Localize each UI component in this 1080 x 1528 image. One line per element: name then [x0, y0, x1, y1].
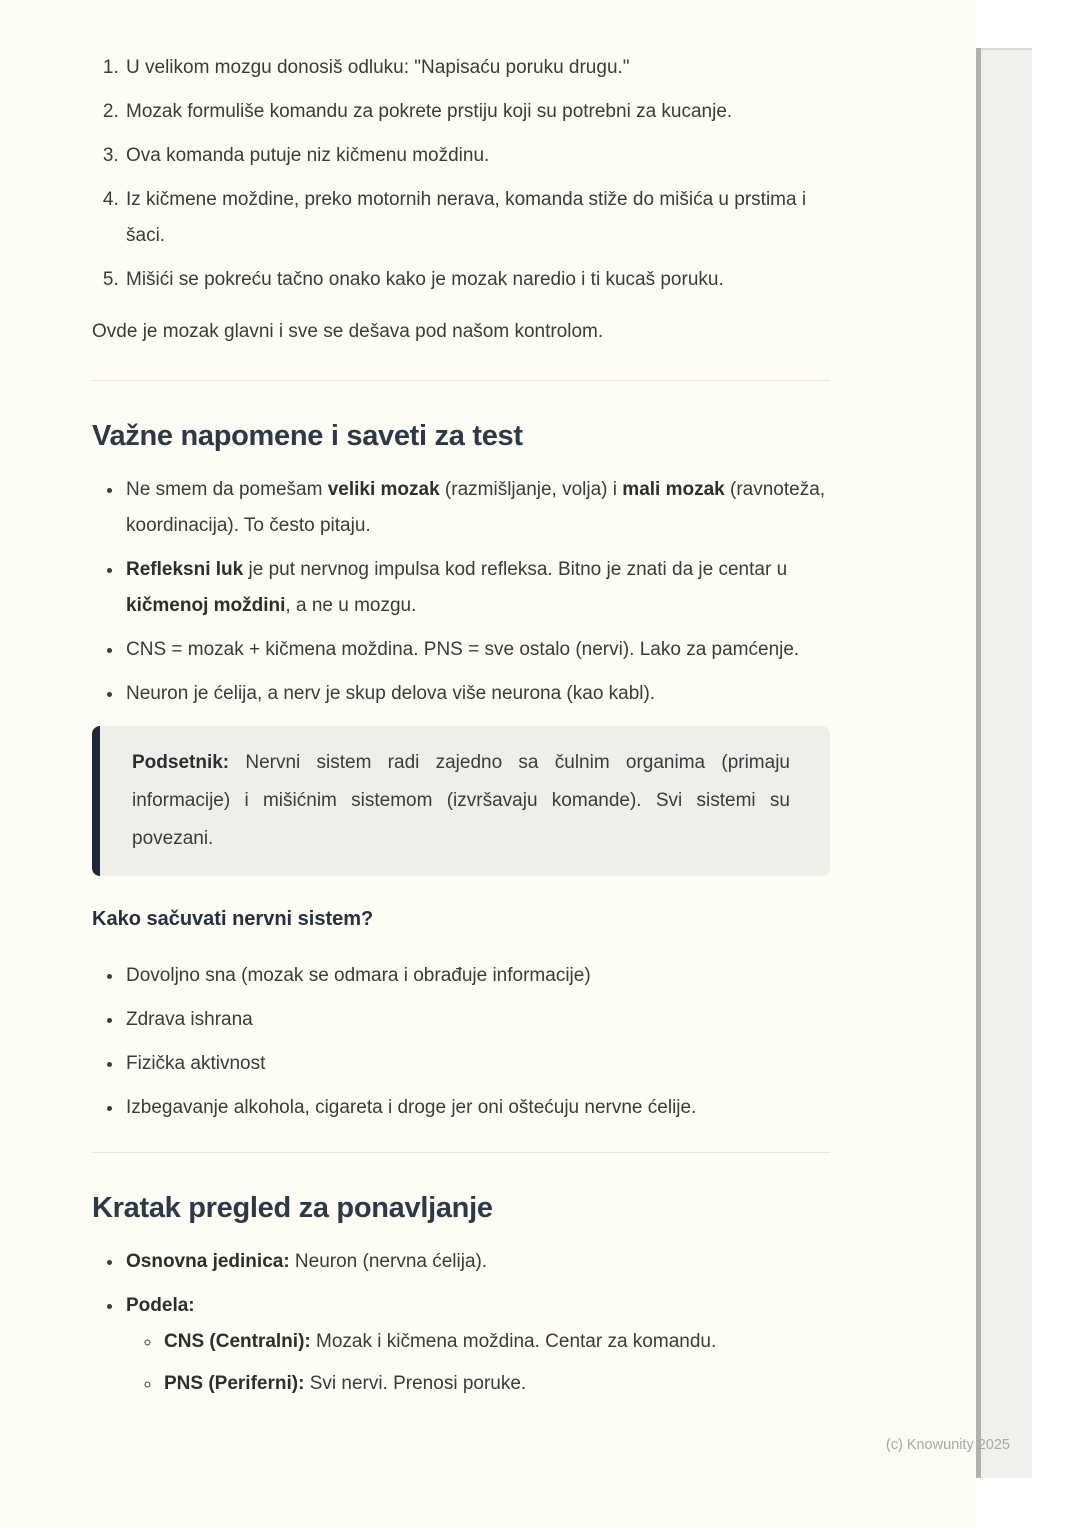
list-item [124, 50, 830, 86]
text-run: (ravnoteža, koordinacija). To često pitaju. [126, 479, 826, 536]
document-content [92, 50, 830, 1410]
text-run: (razmišljanje, volja) i [439, 479, 623, 500]
notes-list [92, 472, 830, 712]
text-run: Ne smem da pomešam [126, 479, 328, 500]
list-item [124, 1244, 830, 1280]
text-run: Svi nervi. Prenosi poruke. [304, 1373, 527, 1394]
list-item [124, 676, 830, 712]
list-item [124, 138, 830, 174]
bold-text: Podela: [126, 1295, 195, 1316]
text-run: Mozak i kičmena moždina. Centar za komandu. [310, 1331, 717, 1352]
nested-list [126, 1324, 830, 1402]
section-divider [92, 1152, 830, 1153]
bold-text: kičmenoj moždini [126, 595, 286, 616]
bold-text: Podsetnik: [132, 752, 230, 773]
text-run: Iz kičmene moždine, preko motornih nerava, komanda stiže do mišića u prstima i šaci. [126, 189, 807, 246]
list-item [124, 1046, 830, 1082]
list-item [162, 1324, 830, 1360]
list-item [124, 472, 830, 544]
list-item [124, 552, 830, 624]
text-run: je put nervnog impulsa kod refleksa. Bitno je znati da je centar u [243, 559, 788, 580]
text-run: Mozak formuliše komandu za pokrete prstiju koji su potrebni za kucanje. [126, 101, 733, 122]
list-item [124, 632, 830, 668]
process-steps-list [92, 50, 830, 298]
section-divider [92, 380, 830, 381]
review-list [92, 1244, 830, 1402]
list-item [124, 182, 830, 254]
bold-text: Refleksni luk [126, 559, 244, 580]
summary-paragraph: Ovde je mozak glavni i sve se dešava pod našom kontrolom. [92, 321, 604, 342]
text-run: Izbegavanje alkohola, cigareta i droge jer oni oštećuju nervne ćelije. [126, 1097, 697, 1118]
scrollbar-track[interactable] [981, 48, 1032, 1478]
reminder-callout [92, 726, 830, 876]
bold-text: PNS (Periferni): [164, 1373, 305, 1394]
section-title-notes: Važne napomene i saveti za test [92, 420, 523, 452]
list-item [162, 1366, 830, 1402]
bold-text: Osnovna jedinica: [126, 1251, 290, 1272]
list-item [124, 958, 830, 994]
scrollbar-thumb[interactable] [976, 48, 981, 1478]
section-title-review: Kratak pregled za ponavljanje [92, 1192, 493, 1224]
bold-text: CNS (Centralni): [164, 1331, 311, 1352]
text-run: Fizička aktivnost [126, 1053, 266, 1074]
bold-text: mali mozak [622, 479, 725, 500]
copyright-footer: (c) Knowunity 2025 [885, 1437, 1010, 1453]
callout-text [132, 744, 790, 858]
text-run: CNS = mozak + kičmena moždina. PNS = sve ostalo (nervi). Lako za pamćenje. [126, 639, 800, 660]
preserve-list [92, 958, 830, 1126]
sub-heading-preserve: Kako sačuvati nervni sistem? [92, 908, 374, 930]
text-run: Zdrava ishrana [126, 1009, 253, 1030]
text-run: Neuron (nervna ćelija). [289, 1251, 488, 1272]
bold-text: veliki mozak [327, 479, 440, 500]
list-item [124, 1002, 830, 1038]
list-item [124, 1090, 830, 1126]
text-run: Nervni sistem radi zajedno sa čulnim organima (primaju informacije) i mišićnim sistemom (izvršavaju komande). Svi sistemi su povezani. [132, 752, 790, 849]
list-item [124, 94, 830, 130]
text-run: Dovoljno sna (mozak se odmara i obrađuje informacije) [126, 965, 591, 986]
text-run: Ova komanda putuje niz kičmenu moždinu. [126, 145, 490, 166]
text-run: Neuron je ćelija, a nerv je skup delova više neurona (kao kabl). [126, 683, 656, 704]
text-run: Mišići se pokreću tačno onako kako je mozak naredio i ti kucaš poruku. [126, 269, 724, 290]
text-run: U velikom mozgu donosiš odluku: "Napisaću poruku drugu." [126, 57, 630, 78]
list-item [124, 262, 830, 298]
text-run: , a ne u mozgu. [285, 595, 417, 616]
list-item [124, 1288, 830, 1402]
